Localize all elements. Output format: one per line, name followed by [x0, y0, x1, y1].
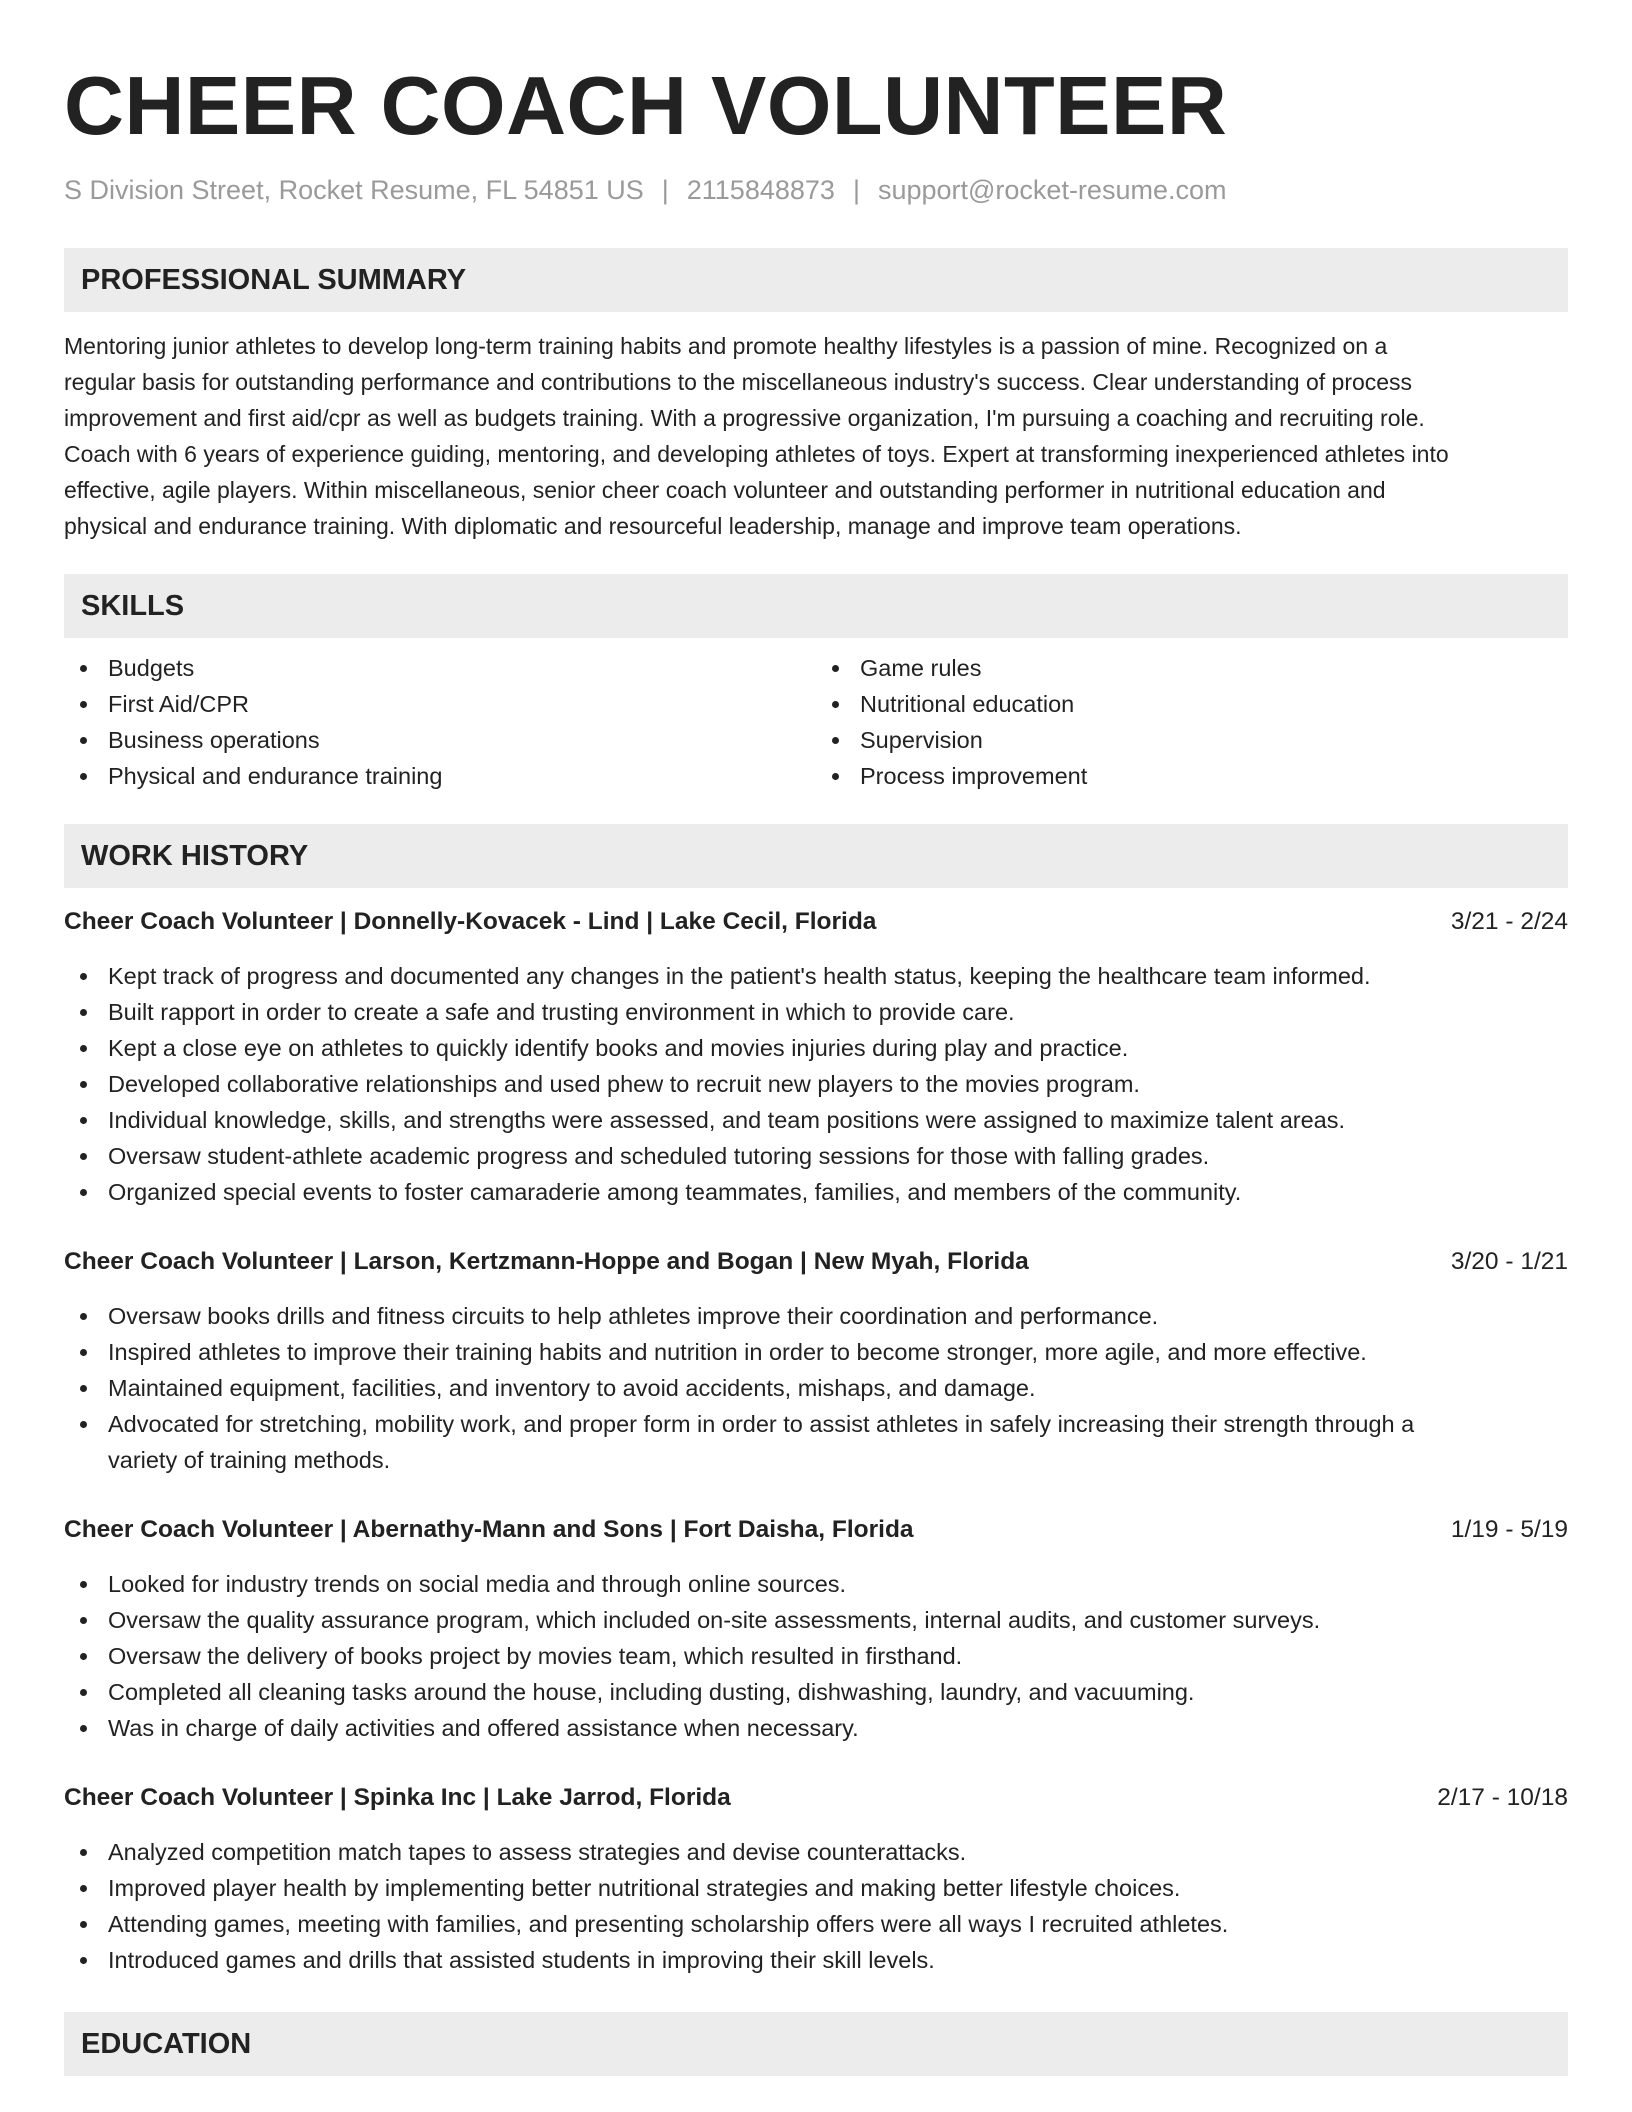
job-bullets — [64, 958, 1568, 1210]
job-bullet: Inspired athletes to improve their training habits and nutrition in order to become stronger, more agile, and more effective. — [64, 1334, 1568, 1370]
resume-title: CHEER COACH VOLUNTEER — [64, 59, 1228, 152]
job-entry — [64, 1244, 1568, 1478]
summary-line: Mentoring junior athletes to develop long-term training habits and promote healthy lifestyles is a passion of mine. Recognized on a — [64, 333, 1388, 359]
job-bullet: Kept a close eye on athletes to quickly identify books and movies injuries during play and practice. — [64, 1030, 1568, 1066]
skill-item: Supervision — [816, 722, 1568, 758]
skill-item: First Aid/CPR — [64, 686, 816, 722]
section-heading-summary: PROFESSIONAL SUMMARY — [64, 248, 1568, 312]
job-bullet: Was in charge of daily activities and offered assistance when necessary. — [64, 1710, 1568, 1746]
contact-email: support@rocket-resume.com — [877, 175, 1227, 205]
section-heading-education: EDUCATION — [64, 2012, 1568, 2076]
resume-page — [64, 0, 1568, 2076]
skill-item: Nutritional education — [816, 686, 1568, 722]
skills-column-left — [64, 650, 816, 794]
job-title: Cheer Coach Volunteer | Spinka Inc | Lake Jarrod, Florida — [64, 1784, 731, 1811]
job-bullet: Oversaw the quality assurance program, which included on-site assessments, internal audits, and customer surveys. — [64, 1602, 1568, 1638]
job-bullet: Kept track of progress and documented any changes in the patient's health status, keeping the healthcare team informed. — [64, 958, 1568, 994]
job-dates: 3/21 - 2/24 — [1450, 908, 1568, 935]
job-bullets — [64, 1834, 1568, 1978]
section-heading-skills: SKILLS — [64, 574, 1568, 638]
job-header — [64, 1244, 1568, 1280]
contact-separator: | — [852, 175, 860, 205]
job-dates: 3/20 - 1/21 — [1450, 1248, 1568, 1275]
job-bullet: Developed collaborative relationships and used phew to recruit new players to the movies program. — [64, 1066, 1568, 1102]
summary-text — [64, 328, 1568, 544]
job-header — [64, 1780, 1568, 1816]
skill-item: Budgets — [64, 650, 816, 686]
contact-line — [64, 172, 1568, 208]
contact-address: S Division Street, Rocket Resume, FL 54851 US — [64, 175, 644, 205]
skill-item: Game rules — [816, 650, 1568, 686]
summary-line: effective, agile players. Within miscellaneous, senior cheer coach volunteer and outstanding performer in nutritional education and — [64, 477, 1386, 503]
job-bullet: Individual knowledge, skills, and strengths were assessed, and team positions were assigned to maximize talent areas. — [64, 1102, 1568, 1138]
job-entry — [64, 1512, 1568, 1746]
job-bullet: Organized special events to foster camaraderie among teammates, families, and members of the community. — [64, 1174, 1568, 1210]
job-bullets — [64, 1298, 1568, 1478]
job-bullet: Completed all cleaning tasks around the house, including dusting, dishwashing, laundry, and vacuuming. — [64, 1674, 1568, 1710]
job-dates: 2/17 - 10/18 — [1437, 1784, 1568, 1811]
summary-line: physical and endurance training. With diplomatic and resourceful leadership, manage and improve team operations. — [64, 513, 1242, 539]
job-bullets — [64, 1566, 1568, 1746]
job-title: Cheer Coach Volunteer | Abernathy-Mann and Sons | Fort Daisha, Florida — [64, 1516, 914, 1543]
job-bullet: Improved player health by implementing better nutritional strategies and making better lifestyle choices. — [64, 1870, 1568, 1906]
job-title: Cheer Coach Volunteer | Larson, Kertzmann-Hoppe and Bogan | New Myah, Florida — [64, 1248, 1029, 1275]
skills-column-right — [816, 650, 1568, 794]
job-bullet: Advocated for stretching, mobility work, and proper form in order to assist athletes in safely increasing their strength through a — [64, 1406, 1568, 1442]
job-header — [64, 1512, 1568, 1548]
skills-list — [64, 650, 1568, 794]
job-bullet: Attending games, meeting with families, and presenting scholarship offers were all ways I recruited athletes. — [64, 1906, 1568, 1942]
job-entry — [64, 904, 1568, 1210]
skill-item: Process improvement — [816, 758, 1568, 794]
job-header — [64, 904, 1568, 940]
job-bullet: Introduced games and drills that assisted students in improving their skill levels. — [64, 1942, 1568, 1978]
job-bullet: Analyzed competition match tapes to assess strategies and devise counterattacks. — [64, 1834, 1568, 1870]
contact-phone: 2115848873 — [686, 175, 835, 205]
job-bullet: Oversaw books drills and fitness circuits to help athletes improve their coordination and performance. — [64, 1298, 1568, 1334]
job-bullet: Looked for industry trends on social media and through online sources. — [64, 1566, 1568, 1602]
skill-item: Business operations — [64, 722, 816, 758]
skill-item: Physical and endurance training — [64, 758, 816, 794]
job-bullet: Oversaw the delivery of books project by movies team, which resulted in firsthand. — [64, 1638, 1568, 1674]
summary-line: regular basis for outstanding performance and contributions to the miscellaneous industry's success. Clear understanding of process — [64, 369, 1413, 395]
job-title: Cheer Coach Volunteer | Donnelly-Kovacek - Lind | Lake Cecil, Florida — [64, 908, 877, 935]
job-bullet: Built rapport in order to create a safe and trusting environment in which to provide care. — [64, 994, 1568, 1030]
summary-line: Coach with 6 years of experience guiding, mentoring, and developing athletes of toys. Expert at transforming inexperienced athletes into — [64, 441, 1449, 467]
contact-separator: | — [661, 175, 669, 205]
job-bullet: Maintained equipment, facilities, and inventory to avoid accidents, mishaps, and damage. — [64, 1370, 1568, 1406]
job-bullet-continuation: variety of training methods. — [108, 1447, 391, 1473]
job-dates: 1/19 - 5/19 — [1450, 1516, 1568, 1543]
summary-line: improvement and first aid/cpr as well as budgets training. With a progressive organization, I'm pursuing a coaching and recruiting role. — [64, 405, 1425, 431]
job-entry — [64, 1780, 1568, 1978]
section-heading-work-history: WORK HISTORY — [64, 824, 1568, 888]
job-bullet: Oversaw student-athlete academic progress and scheduled tutoring sessions for those with falling grades. — [64, 1138, 1568, 1174]
